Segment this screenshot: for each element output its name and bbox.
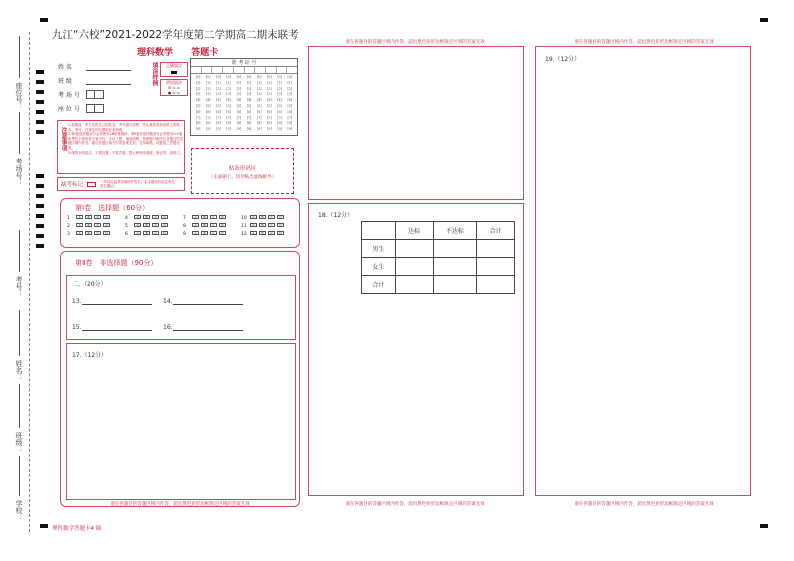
class-label: 班 级 — [58, 78, 72, 85]
digit-bubble[interactable]: [2] — [277, 86, 282, 91]
correct-fill-box: 正确填涂 — [160, 62, 188, 77]
digit-bubble[interactable]: [3] — [256, 92, 262, 97]
digit-bubble[interactable]: [4] — [267, 98, 272, 103]
digit-bubble[interactable]: [7] — [287, 115, 293, 120]
panel1-bottom-notice: 请在各题目的答题区域内作答，超出黑色矩形边框限定区域的答案无效 — [110, 502, 250, 507]
digit-bubble[interactable]: [1] — [277, 80, 282, 85]
notes-box — [57, 120, 185, 174]
option-bubble[interactable]: B — [143, 223, 150, 227]
option-bubble[interactable]: C — [152, 231, 159, 235]
answer-row — [125, 215, 170, 223]
page-title: 九江“六校”2021-2022学年度第二学期高二期末联考 — [52, 29, 299, 41]
answer-row — [183, 223, 228, 231]
answer-row — [183, 231, 228, 239]
option-bubble[interactable]: B — [85, 231, 92, 235]
digit-bubble[interactable]: [7] — [216, 115, 221, 120]
digit-bubble[interactable]: [9] — [226, 127, 231, 132]
table-row: 合计 — [362, 276, 515, 294]
binding-seat-line — [19, 36, 20, 78]
option-bubble[interactable]: B — [143, 231, 150, 235]
note-3: 3.保持卡面清洁，不要折叠，不要弄破，禁止使用涂改液、修正带、刮纸刀。 — [68, 150, 184, 155]
panel2-bottom-notice: 请在各题目的答题区域内作答，超出黑色矩形边框限定区域的答案无效 — [345, 502, 485, 507]
binding-fold-line — [29, 32, 30, 532]
answer-row — [67, 223, 112, 231]
digit-bubble[interactable]: [9] — [256, 127, 262, 132]
q16-label: 16. — [163, 324, 173, 331]
digit-bubble[interactable]: [7] — [236, 115, 242, 120]
question-number: 2 — [67, 223, 70, 229]
digit-bubble[interactable]: [8] — [246, 121, 252, 126]
digit-bubble[interactable]: [8] — [195, 121, 201, 126]
digit-bubble[interactable]: [6] — [246, 109, 252, 114]
section1-box — [60, 198, 300, 248]
digit-bubble[interactable]: [8] — [287, 121, 293, 126]
option-bubble[interactable]: C — [152, 223, 159, 227]
notes-list — [68, 123, 184, 155]
question-number: 10 — [241, 215, 247, 221]
wrong-fill-box: 错误填涂 ☒ ▭ ▭ ● ▭ ▭ — [160, 79, 188, 96]
panel2-upper-box[interactable] — [308, 46, 524, 200]
digit-bubble[interactable]: [4] — [206, 98, 211, 103]
option-bubble[interactable]: A — [134, 223, 141, 227]
digit-bubble[interactable]: [5] — [226, 103, 231, 108]
seat-boxes[interactable] — [86, 104, 104, 113]
digit-bubble[interactable]: [8] — [216, 121, 221, 126]
digit-bubble[interactable]: [9] — [195, 127, 201, 132]
option-bubble[interactable]: D — [103, 223, 110, 227]
digit-bubble[interactable]: [2] — [267, 86, 272, 91]
q15-label: 15. — [72, 324, 82, 331]
q18-label: 18.（12分） — [318, 212, 354, 219]
digit-bubble[interactable]: [1] — [246, 80, 252, 85]
absent-note: （考试由监考员填涂并签名，本卡填涂后由监考员签名确认） — [100, 180, 175, 188]
question-number: 3 — [67, 231, 70, 237]
subject-title — [137, 45, 218, 58]
digit-bubble[interactable]: [1] — [236, 80, 242, 85]
digit-bubble[interactable]: [4] — [256, 98, 262, 103]
digit-bubble[interactable]: [3] — [277, 92, 282, 97]
table-row: 男生 — [362, 240, 515, 258]
answer-row — [183, 215, 228, 223]
option-bubble[interactable]: D — [161, 231, 168, 235]
digit-bubble[interactable]: [3] — [206, 92, 211, 97]
class-field[interactable] — [86, 77, 131, 85]
exam-room-label: 考 场 号 — [58, 92, 80, 99]
question-number: 8 — [183, 223, 186, 229]
digit-bubble[interactable]: [4] — [226, 98, 231, 103]
digit-bubble[interactable]: [3] — [195, 92, 201, 97]
digit-bubble[interactable]: [1] — [256, 80, 262, 85]
option-bubble[interactable]: C — [210, 231, 217, 235]
digit-bubble[interactable]: [9] — [206, 127, 211, 132]
name-field[interactable] — [86, 63, 131, 71]
q13-answer-line[interactable] — [82, 304, 152, 305]
digit-bubble[interactable]: [8] — [277, 121, 282, 126]
question-number: 9 — [183, 231, 186, 237]
option-bubble[interactable]: D — [161, 223, 168, 227]
corner-mark-top-left — [40, 18, 48, 22]
digit-bubble[interactable]: [0] — [277, 75, 282, 79]
option-bubble[interactable]: A — [76, 223, 83, 227]
student-info — [58, 57, 138, 113]
note-1: 1.答题前，考生先将自己的姓名、考号填写清楚，并认真核准条形码上的姓名、考号，在规定的位置贴好条形码。 — [68, 123, 180, 132]
q19-label: 19.（12分） — [545, 56, 581, 63]
seat-label: 座 位 号 — [58, 106, 80, 113]
digit-bubble[interactable]: [6] — [277, 109, 282, 114]
name-label: 姓 名 — [58, 64, 72, 71]
answer-row — [241, 223, 286, 231]
digit-bubble[interactable]: [4] — [277, 98, 282, 103]
option-bubble[interactable]: D — [277, 231, 284, 235]
digit-bubble[interactable]: [2] — [236, 86, 242, 91]
binding-school-label: 学校： — [15, 500, 23, 521]
digit-bubble[interactable]: [3] — [246, 92, 252, 97]
question-number: 6 — [125, 231, 128, 237]
option-bubble[interactable]: A — [250, 231, 257, 235]
exam-room-boxes[interactable] — [86, 90, 104, 99]
digit-bubble[interactable]: [3] — [287, 92, 293, 97]
digit-bubble[interactable]: [1] — [216, 80, 221, 85]
q15-answer-line[interactable] — [82, 330, 152, 331]
digit-bubble[interactable]: [0] — [267, 75, 272, 79]
exam-number-title: 准 考 证 号 — [191, 59, 297, 67]
digit-bubble[interactable]: [5] — [195, 103, 201, 108]
q17-box[interactable] — [66, 343, 296, 500]
digit-bubble[interactable]: [6] — [256, 109, 262, 114]
digit-bubble[interactable]: [2] — [195, 86, 201, 91]
panel3-bottom-notice: 请在各题目的答题区域内作答，超出黑色矩形边框限定区域的答案无效 — [574, 502, 714, 507]
digit-bubble[interactable]: [2] — [206, 86, 211, 91]
digit-bubble[interactable]: [3] — [216, 92, 221, 97]
option-bubble[interactable]: A — [76, 215, 83, 219]
digit-bubble[interactable]: [3] — [267, 92, 272, 97]
digit-bubble[interactable]: [4] — [287, 98, 293, 103]
digit-bubble[interactable]: [0] — [287, 75, 293, 79]
binding-exam-room-line — [19, 112, 20, 154]
digit-bubble[interactable]: [0] — [216, 75, 221, 79]
absent-label: 缺考标记 — [61, 182, 84, 188]
option-bubble[interactable]: B — [259, 215, 266, 219]
q17-label: 17.（12分） — [72, 352, 108, 359]
option-bubble[interactable]: B — [143, 215, 150, 219]
option-bubble[interactable]: A — [192, 215, 199, 219]
panel3-top-notice: 请在各题目的答题区域内作答，超出黑色矩形边框限定区域的答案无效 — [574, 40, 714, 45]
q19-box[interactable] — [535, 46, 751, 496]
question-number: 5 — [125, 223, 128, 229]
digit-bubble[interactable]: [7] — [206, 115, 211, 120]
option-bubble[interactable]: B — [201, 215, 208, 219]
digit-bubble[interactable]: [2] — [256, 86, 262, 91]
answer-row — [67, 215, 112, 223]
option-bubble[interactable]: C — [152, 215, 159, 219]
binding-class-line — [19, 384, 20, 428]
digit-bubble[interactable]: [4] — [195, 98, 201, 103]
table-row: 达标 不达标 合计 — [362, 222, 515, 240]
section1-title: 第Ⅰ卷 选择题（60分） — [75, 204, 149, 212]
digit-bubble[interactable]: [4] — [216, 98, 221, 103]
option-bubble[interactable]: A — [192, 223, 199, 227]
digit-bubble[interactable]: [1] — [226, 80, 231, 85]
digit-bubble[interactable]: [0] — [246, 75, 252, 79]
subject-name: 理科数学 — [137, 48, 174, 58]
digit-bubble[interactable]: [3] — [226, 92, 231, 97]
binding-school-line — [19, 456, 20, 496]
digit-bubble[interactable]: [2] — [287, 86, 293, 91]
digit-bubble[interactable]: [0] — [226, 75, 231, 79]
absent-box — [57, 177, 185, 191]
q14-answer-line[interactable] — [173, 304, 243, 305]
digit-bubble[interactable]: [6] — [206, 109, 211, 114]
digit-bubble[interactable]: [8] — [236, 121, 242, 126]
option-bubble[interactable]: D — [103, 231, 110, 235]
answer-column — [125, 215, 170, 239]
digit-bubble[interactable]: [6] — [267, 109, 272, 114]
digit-bubble[interactable]: [7] — [277, 115, 282, 120]
option-bubble[interactable]: C — [94, 215, 101, 219]
digit-bubble[interactable]: [1] — [287, 80, 293, 85]
digit-bubble[interactable]: [5] — [216, 103, 221, 108]
option-bubble[interactable]: D — [219, 223, 226, 227]
q18-table — [361, 221, 515, 294]
digit-bubble[interactable]: [1] — [206, 80, 211, 85]
absent-checkbox[interactable] — [87, 182, 96, 187]
option-bubble[interactable]: B — [259, 231, 266, 235]
option-bubble[interactable]: B — [201, 223, 208, 227]
question-number: 1 — [67, 215, 70, 221]
digit-bubble[interactable]: [6] — [226, 109, 231, 114]
digit-bubble[interactable]: [7] — [267, 115, 272, 120]
digit-bubble[interactable]: [8] — [267, 121, 272, 126]
binding-seat-label: 座位号： — [15, 82, 23, 110]
answer-column — [183, 215, 228, 239]
question-number: 7 — [183, 215, 186, 221]
note-2: 2.第Ⅰ卷选择题部分必须使用2B铅笔填涂；第Ⅱ卷非选择题部分必须使用0.5毫米黑色字迹的签字笔书写，字体工整，笔迹清楚。按照题号顺序在各题目的答题区域内作答，超出答题区域书写的答案无效；在草稿纸、试题卷上答题无效。 — [68, 132, 184, 150]
digit-bubble[interactable]: [9] — [216, 127, 221, 132]
section2-title: 第Ⅱ卷 非选择题（90分） — [75, 259, 158, 267]
digit-bubble[interactable]: [9] — [246, 127, 252, 132]
option-bubble[interactable]: C — [268, 231, 275, 235]
option-bubble[interactable]: A — [76, 231, 83, 235]
option-bubble[interactable]: C — [268, 215, 275, 219]
corner-mark-top-right — [760, 18, 768, 22]
digit-bubble[interactable]: [9] — [267, 127, 272, 132]
option-bubble[interactable]: B — [85, 223, 92, 227]
option-bubble[interactable]: D — [103, 215, 110, 219]
question-number: 12 — [241, 231, 247, 237]
digit-bubble[interactable]: [5] — [277, 103, 282, 108]
digit-bubble[interactable]: [5] — [206, 103, 211, 108]
digit-bubble[interactable]: [9] — [287, 127, 293, 132]
digit-bubble[interactable]: [2] — [246, 86, 252, 91]
q13-label: 13. — [72, 298, 82, 305]
footer-label: 理科数学答题卡4 圈 — [52, 526, 102, 532]
digit-row — [193, 127, 295, 133]
digit-bubble[interactable]: [6] — [216, 109, 221, 114]
digit-bubble[interactable]: [5] — [236, 103, 242, 108]
option-bubble[interactable]: D — [161, 215, 168, 219]
binding-name-label: 姓名： — [15, 360, 23, 381]
answer-row — [125, 223, 170, 231]
digit-bubble[interactable]: [7] — [195, 115, 201, 120]
option-bubble[interactable]: C — [94, 223, 101, 227]
option-bubble[interactable]: C — [94, 231, 101, 235]
option-bubble[interactable]: D — [219, 215, 226, 219]
digit-bubble[interactable]: [4] — [246, 98, 252, 103]
digit-bubble[interactable]: [0] — [206, 75, 211, 79]
fill-example — [149, 62, 189, 98]
digit-bubble[interactable]: [1] — [195, 80, 201, 85]
digit-bubble[interactable]: [0] — [256, 75, 262, 79]
digit-bubble[interactable]: [3] — [236, 92, 242, 97]
part2-title: 二、（20分） — [72, 281, 107, 288]
digit-bubble[interactable]: [2] — [216, 86, 221, 91]
digit-bubble[interactable]: [5] — [256, 103, 262, 108]
answer-row — [241, 215, 286, 223]
answer-column — [67, 215, 112, 239]
digit-bubble[interactable]: [9] — [277, 127, 282, 132]
digit-bubble[interactable]: [8] — [256, 121, 262, 126]
answer-row — [241, 231, 286, 239]
fill-example-title: 填涂样例 — [151, 62, 158, 86]
digit-bubble[interactable]: [7] — [246, 115, 252, 120]
option-bubble[interactable]: D — [277, 223, 284, 227]
digit-bubble[interactable]: [5] — [246, 103, 252, 108]
binding-exam-room-label: 考场号： — [15, 158, 23, 186]
option-bubble[interactable]: C — [268, 223, 275, 227]
exam-number-bubbles[interactable] — [191, 74, 297, 134]
digit-bubble[interactable]: [6] — [287, 109, 293, 114]
option-bubble[interactable]: C — [210, 215, 217, 219]
option-bubble[interactable]: D — [277, 215, 284, 219]
digit-bubble[interactable]: [9] — [236, 127, 242, 132]
barcode-note: （正面朝上，切勿贴出虚线框外） — [208, 175, 277, 180]
digit-bubble[interactable]: [6] — [195, 109, 201, 114]
question-number: 11 — [241, 223, 247, 229]
digit-bubble[interactable]: [2] — [226, 86, 231, 91]
digit-bubble[interactable]: [4] — [236, 98, 242, 103]
option-bubble[interactable]: A — [134, 231, 141, 235]
barcode-area — [191, 148, 294, 194]
q16-answer-line[interactable] — [173, 330, 243, 331]
binding-exam-no-line — [19, 230, 20, 272]
panel2-top-notice: 请在各题目的答题区域内作答，超出黑色矩形边框限定区域的答案无效 — [345, 40, 485, 45]
digit-bubble[interactable]: [7] — [226, 115, 231, 120]
option-bubble[interactable]: A — [250, 215, 257, 219]
option-bubble[interactable]: A — [250, 223, 257, 227]
answer-card-label: 答题卡 — [191, 48, 219, 58]
option-bubble[interactable]: B — [201, 231, 208, 235]
exam-number-grid[interactable] — [190, 58, 298, 136]
digit-bubble[interactable]: [8] — [226, 121, 231, 126]
corner-mark-bottom-left — [40, 524, 48, 528]
option-bubble[interactable]: A — [192, 231, 199, 235]
notes-title: 注意事项 — [60, 127, 67, 151]
option-bubble[interactable]: B — [259, 223, 266, 227]
option-bubble[interactable]: C — [210, 223, 217, 227]
answer-column — [241, 215, 286, 239]
digit-bubble[interactable]: [6] — [236, 109, 242, 114]
corner-mark-bottom-right — [760, 524, 768, 528]
digit-bubble[interactable]: [8] — [206, 121, 211, 126]
digit-bubble[interactable]: [0] — [195, 75, 201, 79]
table-row: 女生 — [362, 258, 515, 276]
binding-name-line — [19, 310, 20, 356]
digit-bubble[interactable]: [5] — [287, 103, 293, 108]
digit-bubble[interactable]: [0] — [236, 75, 242, 79]
binding-class-label: 班级： — [15, 432, 23, 453]
timing-marks — [36, 70, 44, 248]
answer-row — [125, 231, 170, 239]
digit-bubble[interactable]: [7] — [256, 115, 262, 120]
q14-label: 14. — [163, 298, 173, 305]
option-bubble[interactable]: D — [219, 231, 226, 235]
option-bubble[interactable]: B — [85, 215, 92, 219]
option-bubble[interactable]: A — [134, 215, 141, 219]
answer-row — [67, 231, 112, 239]
barcode-title: 贴条形码区 — [228, 166, 257, 172]
digit-bubble[interactable]: [5] — [267, 103, 272, 108]
question-number: 4 — [125, 215, 128, 221]
binding-exam-no-label: 考号： — [15, 276, 23, 297]
digit-bubble[interactable]: [1] — [267, 80, 272, 85]
